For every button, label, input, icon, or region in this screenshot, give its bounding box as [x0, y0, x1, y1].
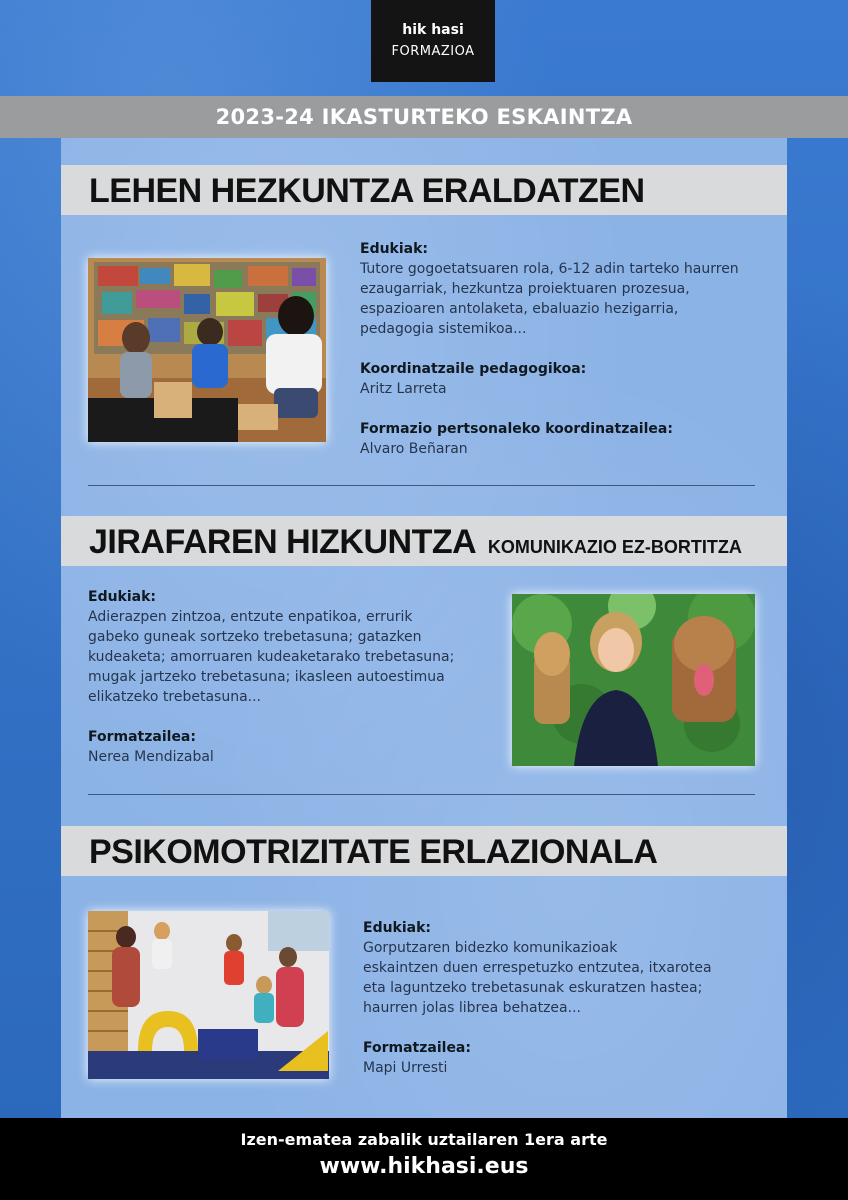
section-3-contents-label: Edukiak: [363, 920, 432, 936]
registration-note: Izen-ematea zabalik uztailaren 1era arte [240, 1130, 608, 1149]
section-1-title [61, 165, 787, 215]
year-title: 2023-24 IKASTURTEKO ESKAINTZA [0, 96, 848, 138]
section-3-contents-line: eta laguntzeko trebetasunak eskuratzen hastea; [363, 980, 703, 996]
section-2-photo [512, 594, 755, 766]
section-2-role1-name: Nerea Mendizabal [88, 749, 214, 765]
section-3-photo [88, 911, 329, 1079]
section-3-role1-name: Mapi Urresti [363, 1060, 448, 1076]
section-3-contents-line: eskaintzen duen errespetuzko entzutea, itxarotea [363, 960, 712, 976]
website-link[interactable]: www.hikhasi.eus [319, 1154, 529, 1179]
section-1-role1-name: Aritz Larreta [360, 381, 447, 397]
section-1-contents-line: espazioaren antolaketa, ebaluazio hezigarria, [360, 301, 679, 317]
section-2-title [61, 516, 787, 566]
section-2-contents-line: kudeaketa; amorruaren kudeaketarako trebetasuna; [88, 649, 455, 665]
section-3-role1-label: Formatzailea: [363, 1040, 471, 1056]
section-2-contents-line: elikatzeko trebetasuna... [88, 689, 261, 705]
section-3-title [61, 826, 787, 876]
section-1-details [360, 239, 760, 459]
section-2-contents-line: gabeko guneak sortzeko trebetasuna; gatazken [88, 629, 422, 645]
section-2-contents-label: Edukiak: [88, 589, 157, 605]
section-1-title-text: LEHEN HEZKUNTZA ERALDATZEN [89, 172, 645, 210]
brand-tagline: FORMAZIOA [391, 44, 475, 59]
section-2-role1-label: Formatzailea: [88, 729, 196, 745]
section-3-title-text: PSIKOMOTRIZITATE ERLAZIONALA [89, 833, 658, 871]
section-1-photo [88, 258, 326, 442]
brand-name: hik hasi [402, 22, 464, 38]
section-1-contents-label: Edukiak: [360, 241, 429, 257]
section-3-contents-line: Gorputzaren bidezko komunikazioak [363, 940, 618, 956]
section-2-contents-line: Adierazpen zintzoa, entzute enpatikoa, errurik [88, 609, 413, 625]
section-2-title-text: JIRAFAREN HIZKUNTZA [89, 523, 475, 561]
section-divider [88, 485, 755, 486]
brand-logo [371, 0, 495, 82]
section-3-details [363, 918, 763, 1078]
section-1-contents-line: pedagogia sistemikoa... [360, 321, 527, 337]
footer [0, 1118, 848, 1200]
section-2-subtitle: KOMUNIKAZIO EZ-BORTITZA [487, 537, 742, 557]
section-1-role2-label: Formazio pertsonaleko koordinatzailea: [360, 421, 673, 437]
section-3-contents-line: haurren jolas librea behatzea... [363, 1000, 581, 1016]
section-1-contents-line: Tutore gogoetatsuaren rola, 6-12 adin tarteko haurren [360, 261, 739, 277]
section-1-role1-label: Koordinatzaile pedagogikoa: [360, 361, 587, 377]
section-1-role2-name: Alvaro Beñaran [360, 441, 468, 457]
section-divider [88, 794, 755, 795]
section-2-details [88, 587, 488, 767]
section-1-contents-line: ezaugarriak, hezkuntza proiektuaren prozesua, [360, 281, 690, 297]
section-2-contents-line: mugak jartzeko trebetasuna; ikasleen autoestimua [88, 669, 445, 685]
